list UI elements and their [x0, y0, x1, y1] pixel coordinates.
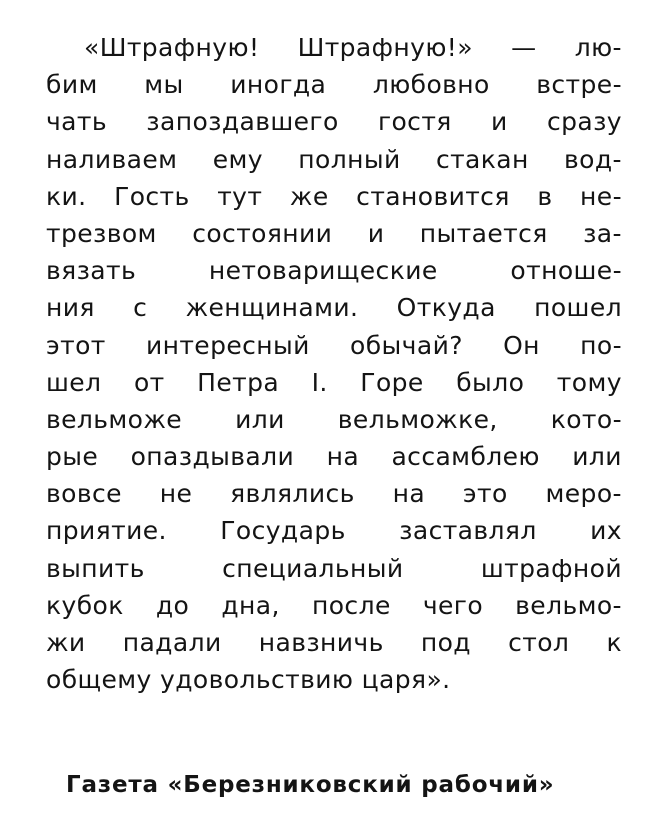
text-line — [46, 107, 622, 144]
text-line — [46, 145, 622, 182]
word: гостя — [377, 107, 452, 137]
word: не — [159, 479, 193, 509]
word: вовсе — [46, 479, 122, 509]
text-line — [46, 516, 622, 553]
word: на — [392, 479, 426, 509]
word: было — [456, 367, 525, 397]
word: вельможке, — [337, 404, 498, 434]
word: этот — [46, 330, 106, 360]
word: стол — [508, 628, 570, 657]
word: полный — [298, 144, 401, 174]
word: за- — [583, 218, 622, 248]
word: Гость — [114, 181, 190, 211]
word: не- — [580, 181, 622, 211]
article-text — [46, 33, 622, 702]
word: чать — [46, 107, 107, 137]
word: любовно — [372, 70, 490, 100]
word: шел — [46, 367, 102, 397]
word: обычай? — [350, 330, 463, 360]
word: после — [311, 590, 391, 620]
word: падали — [122, 628, 222, 657]
word: встре- — [536, 70, 622, 100]
word: — — [511, 33, 537, 62]
word: под — [420, 628, 471, 657]
word: на — [326, 442, 360, 472]
word: заставлял — [399, 516, 537, 546]
word: с — [133, 293, 148, 323]
word: специальный — [222, 553, 404, 583]
text-line — [46, 33, 622, 70]
text-line — [46, 331, 622, 368]
word: штрафной — [480, 553, 622, 583]
word: отноше- — [510, 256, 622, 286]
word: в — [537, 181, 553, 211]
text-line — [46, 591, 622, 628]
source-attribution: Газета «Березниковский рабочий» — [66, 772, 555, 798]
word: ки. — [46, 181, 87, 211]
word: кото- — [550, 404, 622, 434]
word: и — [491, 107, 508, 137]
word: Откуда — [396, 293, 496, 323]
word: опаздывали — [130, 442, 295, 472]
word: же — [289, 181, 329, 211]
word: стакан — [435, 144, 529, 174]
word: бим — [46, 70, 98, 100]
word: рые — [46, 442, 99, 472]
word: дна, — [221, 590, 280, 620]
word: состоянии — [192, 218, 333, 248]
word: или — [235, 404, 285, 434]
word: Петра — [197, 367, 280, 397]
word: приятие. — [46, 516, 167, 546]
word: интересный — [145, 330, 310, 360]
word: женщинами. — [185, 293, 359, 323]
word: запоздавшего — [146, 107, 339, 137]
word: ния — [46, 293, 95, 323]
word: выпить — [46, 553, 145, 583]
word: иногда — [230, 70, 327, 100]
word: по- — [580, 330, 622, 360]
text-line — [46, 628, 622, 665]
word: общему удовольствию царя». — [46, 665, 451, 695]
text-line — [46, 442, 622, 479]
text-line — [46, 182, 622, 219]
word: наливаем — [46, 144, 178, 174]
word: трезвом — [46, 218, 157, 248]
word: или — [572, 442, 622, 472]
word: Горе — [360, 367, 424, 397]
word: сразу — [546, 107, 622, 137]
word: пошел — [534, 293, 622, 323]
text-line — [46, 256, 622, 293]
text-line — [46, 219, 622, 256]
text-line — [46, 70, 622, 107]
word: Он — [503, 330, 540, 360]
word: ассамблею — [391, 442, 540, 472]
word: «Штрафную! — [84, 33, 260, 62]
text-line — [46, 554, 622, 591]
word: Штрафную!» — [297, 33, 473, 62]
word: это — [462, 479, 508, 509]
word: их — [590, 516, 622, 546]
word: мы — [144, 70, 184, 100]
text-line — [46, 479, 622, 516]
word: жи — [46, 628, 86, 657]
word: вельможе — [46, 404, 183, 434]
word: тут — [217, 181, 263, 211]
word: и — [367, 218, 385, 248]
word: кубок — [46, 590, 124, 620]
word: становится — [356, 181, 510, 211]
text-line — [46, 665, 622, 702]
word: пытается — [419, 218, 548, 248]
word: меро- — [545, 479, 622, 509]
word: лю- — [574, 33, 622, 62]
word: вод- — [564, 144, 622, 174]
word: до — [155, 590, 190, 620]
word: тому — [556, 367, 622, 397]
word: от — [133, 367, 165, 397]
word: Государь — [220, 516, 346, 546]
text-line — [46, 293, 622, 330]
word: чего — [422, 590, 484, 620]
word: ему — [212, 144, 263, 174]
word: нетоварищеские — [208, 256, 438, 286]
word: I. — [311, 367, 328, 397]
word: являлись — [230, 479, 355, 509]
text-line — [46, 405, 622, 442]
word: навзничь — [258, 628, 384, 657]
text-line — [46, 368, 622, 405]
word: к — [606, 628, 622, 657]
word: вязать — [46, 256, 137, 286]
word: вельмо- — [515, 590, 622, 620]
